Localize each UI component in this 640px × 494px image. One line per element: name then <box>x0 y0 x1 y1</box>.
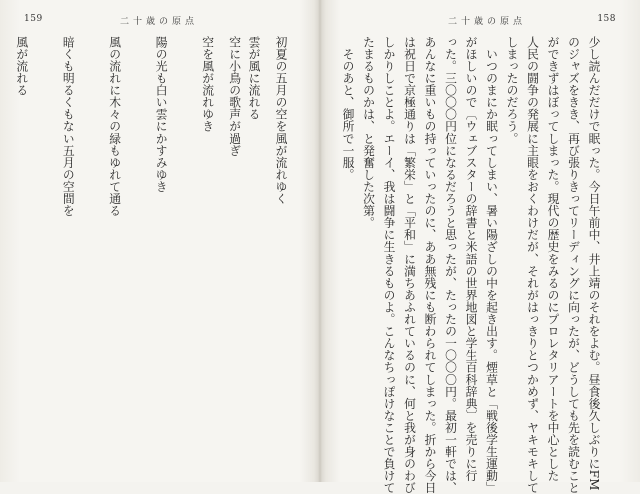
text-line: あんなに重いもの持っていったのに、ああ無残にも断わられてしまった。折から今日 <box>423 36 437 494</box>
poem-line: 風の流れに木々の緑もゆれて通る <box>107 36 122 217</box>
text-line: いつのまにか眠ってしまい、暑い陽ざしの中を起き出す。煙草と「戦後学生運動」 <box>484 36 499 494</box>
poem-line: 陽の光も白い雲にかすみゆき <box>154 36 169 193</box>
right-page-number: 158 <box>597 14 616 24</box>
paragraph-gap <box>0 36 11 470</box>
text-line: は祝日で京極通りは「繁栄」と「平和」に満ちあふれているのに、何と我が身のわび <box>402 36 417 494</box>
text-line: のジャズをきき、再び張りきってリーディングに向ったが、どうしても先を読むこと <box>566 36 581 494</box>
text-line: 少し読んだだけで眠った。今日午前中、井上靖のそれをよむ。昼食後久しぶりにFM <box>587 36 601 491</box>
poem-line: 雲が風に流れる <box>247 36 262 121</box>
poem-line: 風が流れる <box>14 36 29 97</box>
text-line: しまったのだろう。 <box>505 36 519 145</box>
text-line: しかりしことよ。エーイ、我は闘争に生きるものよ。こんなちっぽけなことで負けて <box>382 36 396 494</box>
text-line: った。三〇〇〇円位になるだろうと思ったが、たったの一〇〇〇円。最初一軒では、 <box>443 36 458 494</box>
poem-line: 空に小鳥の歌声が過ぎ <box>227 36 242 157</box>
text-line: たまるものかは、と発奮した次第。 <box>361 36 376 229</box>
poem-line: 初夏の五月の空を風が流れゆく <box>274 36 289 205</box>
text-line: そのあと、御所で一服。 <box>341 36 355 181</box>
poem-line: 暗くも明るくもない五月の空間を <box>61 36 76 217</box>
right-running-head: 二十歳の原点 <box>448 17 527 27</box>
left-page-body <box>14 36 290 470</box>
text-line: ができずはぼってしまった。現代の歴史をみるのにプロレタリアートを中心とした <box>546 36 560 482</box>
left-running-head: 二十歳の原点 <box>120 17 199 27</box>
text-line: 人民の闘争の発展に主眼をおくわけだが、それがはっきりとつかめず、ヤキモキして <box>525 36 540 494</box>
poem-line: 空を風が流れゆき <box>200 36 215 133</box>
text-line: がほしいので〔ウェブスターの辞書と米語の世界地図と学生百科辞典〕を売りに行 <box>464 36 478 482</box>
left-page-number: 159 <box>24 14 43 24</box>
paragraph-gap <box>317 36 338 470</box>
